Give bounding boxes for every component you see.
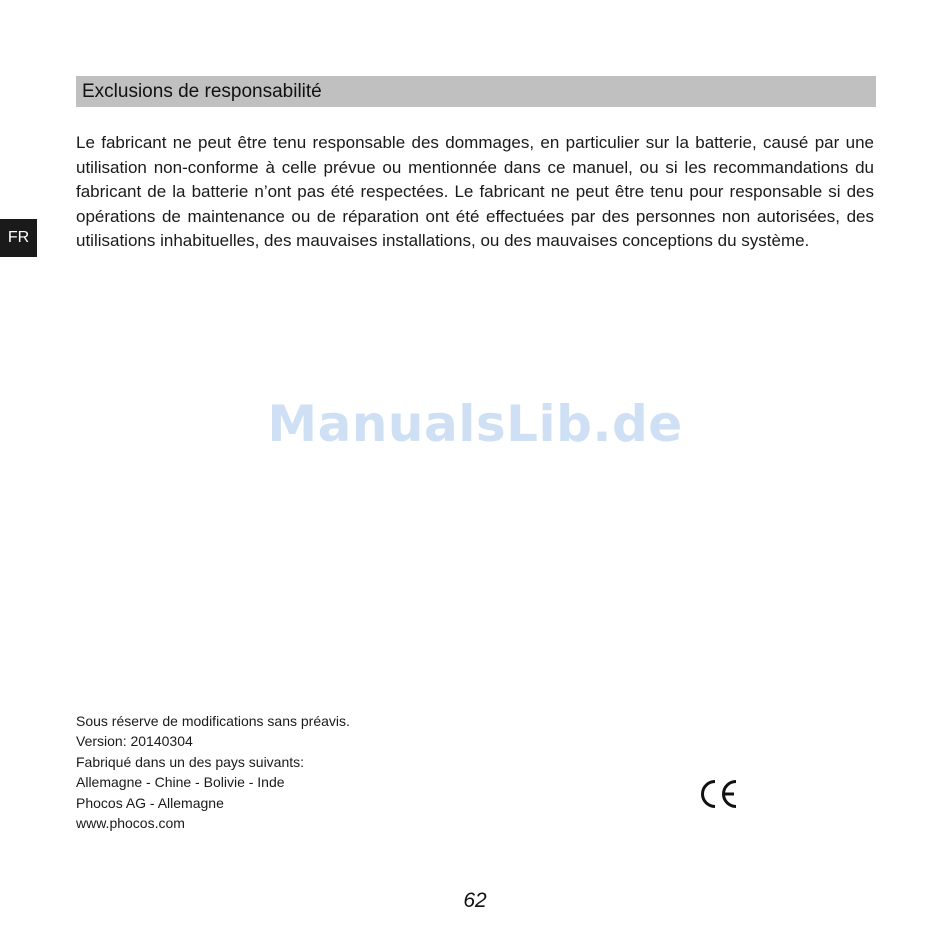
footer-line-countries: Allemagne - Chine - Bolivie - Inde [76, 774, 285, 791]
section-body-text: Le fabricant ne peut être tenu responsable des dommages, en particulier sur la batterie, causé par une utilisation non-conforme à celle prévue ou mentionnée dans ce manuel, ou si les recommandations du fabricant de la batterie n’ont pas été respectées. Le fabricant ne peut être tenu pour responsable si des opérations de maintenance ou de réparation ont été effectuées par des personnes non autorisées, des utilisations inhabituelles, des mauvaises installations, ou des mauvaises conceptions du système. [76, 133, 874, 250]
footer-info [76, 711, 496, 833]
ce-mark-icon [698, 778, 738, 810]
footer-line-company: Phocos AG - Allemagne [76, 794, 224, 811]
footer-line-notice: Sous réserve de modifications sans préavis. [76, 713, 350, 729]
language-tab: FR [0, 219, 37, 257]
footer-line-manufactured: Fabriqué dans un des pays suivants: [76, 753, 305, 770]
footer-line-version: Version: 20140304 [76, 733, 193, 750]
footer-line-website[interactable]: www.phocos.com [76, 815, 185, 832]
watermark: ManualsLib.de [267, 395, 683, 453]
section-title: Exclusions de responsabilité [76, 76, 876, 107]
page-number: 62 [463, 889, 487, 912]
